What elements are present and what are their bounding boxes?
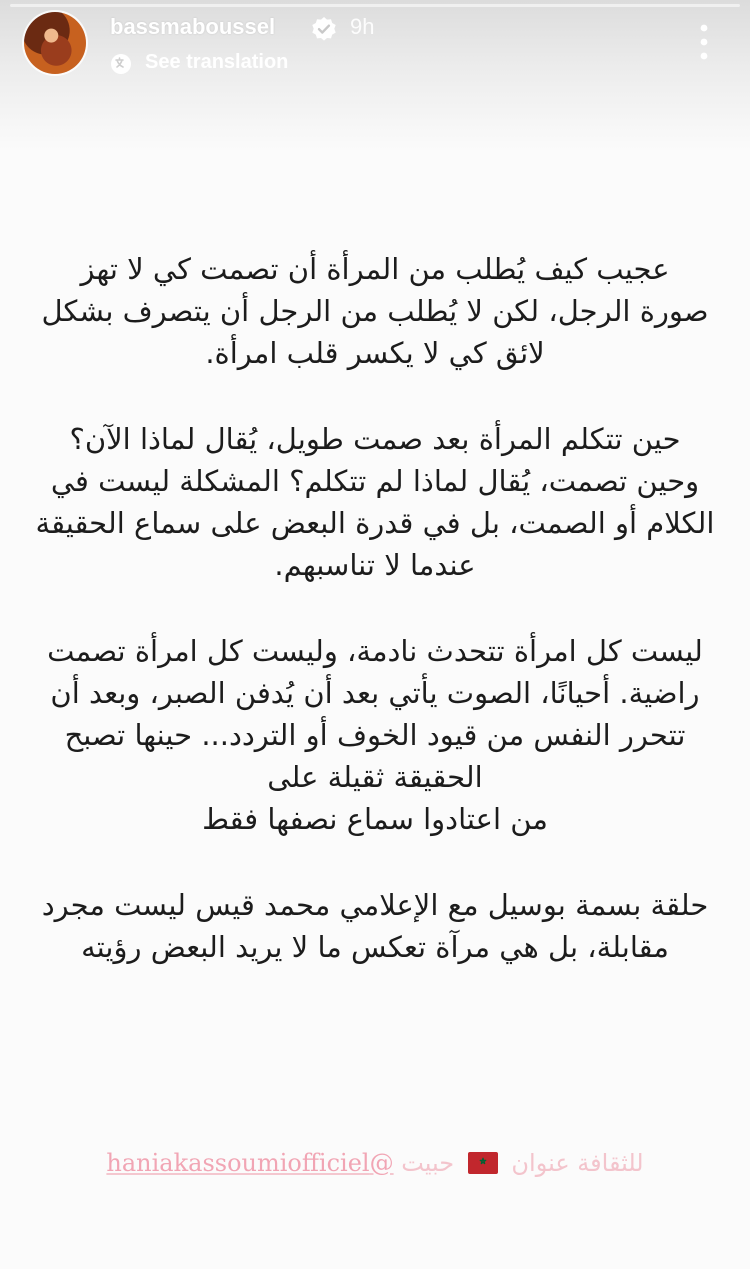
text-line: عجيب كيف يُطلب من المرأة أن تصمت كي لا تهز [80,252,670,286]
story-tag-row [50,1148,700,1177]
translate-icon [110,53,132,75]
text-line: من اعتادوا سماع نصفها فقط [202,802,548,836]
mention-link[interactable]: @haniakassoumiofficiel [106,1149,394,1177]
paragraph-1 [24,248,726,374]
tag-text: للثقافة عنوان [511,1149,644,1177]
text-line: حلقة بسمة بوسيل مع الإعلامي محمد قيس ليست مجرد [41,888,709,922]
text-line: وحين تصمت، يُقال لماذا لم تتكلم؟ المشكلة ليست في [50,464,700,498]
story-text [24,248,726,1012]
text-line: صورة الرجل، لكن لا يُطلب من الرجل أن يتصرف بشكل [41,294,709,328]
text-line: مقابلة، بل هي مرآة تعكس ما لا يريد البعض رؤيته [81,930,669,964]
text-line: الكلام أو الصمت، بل في قدرة البعض على سماع الحقيقة [35,506,715,540]
text-line: راضية. أحيانًا، الصوت يأتي بعد أن يُدفن الصبر، وبعد أن [50,676,700,710]
tag-text-secondary: حبيت [401,1149,455,1177]
paragraph-2 [24,418,726,586]
text-line: لائق كي لا يكسر قلب امرأة. [205,336,545,370]
text-line: حين تتكلم المرأة بعد صمت طويل، يُقال لماذا الآن؟ [69,422,681,456]
paragraph-3 [24,630,726,840]
avatar[interactable] [24,12,86,74]
paragraph-4 [24,884,726,968]
story-progress-bar [10,4,740,7]
verified-badge-icon [311,16,337,42]
text-line: ليست كل امرأة تتحدث نادمة، وليست كل امرأة تصمت [47,634,703,668]
text-line: تتحرر النفس من قيود الخوف أو التردد... حينها تصبح [64,718,686,752]
text-line: عندما لا تناسبهم. [274,548,476,582]
username[interactable]: bassmaboussel [110,14,276,39]
see-translation-link[interactable]: See translation [145,51,289,73]
text-line: الحقيقة ثقيلة على [267,760,483,794]
morocco-flag-icon [468,1152,498,1174]
post-time: 9h [350,14,375,39]
more-options-icon[interactable] [696,22,712,62]
